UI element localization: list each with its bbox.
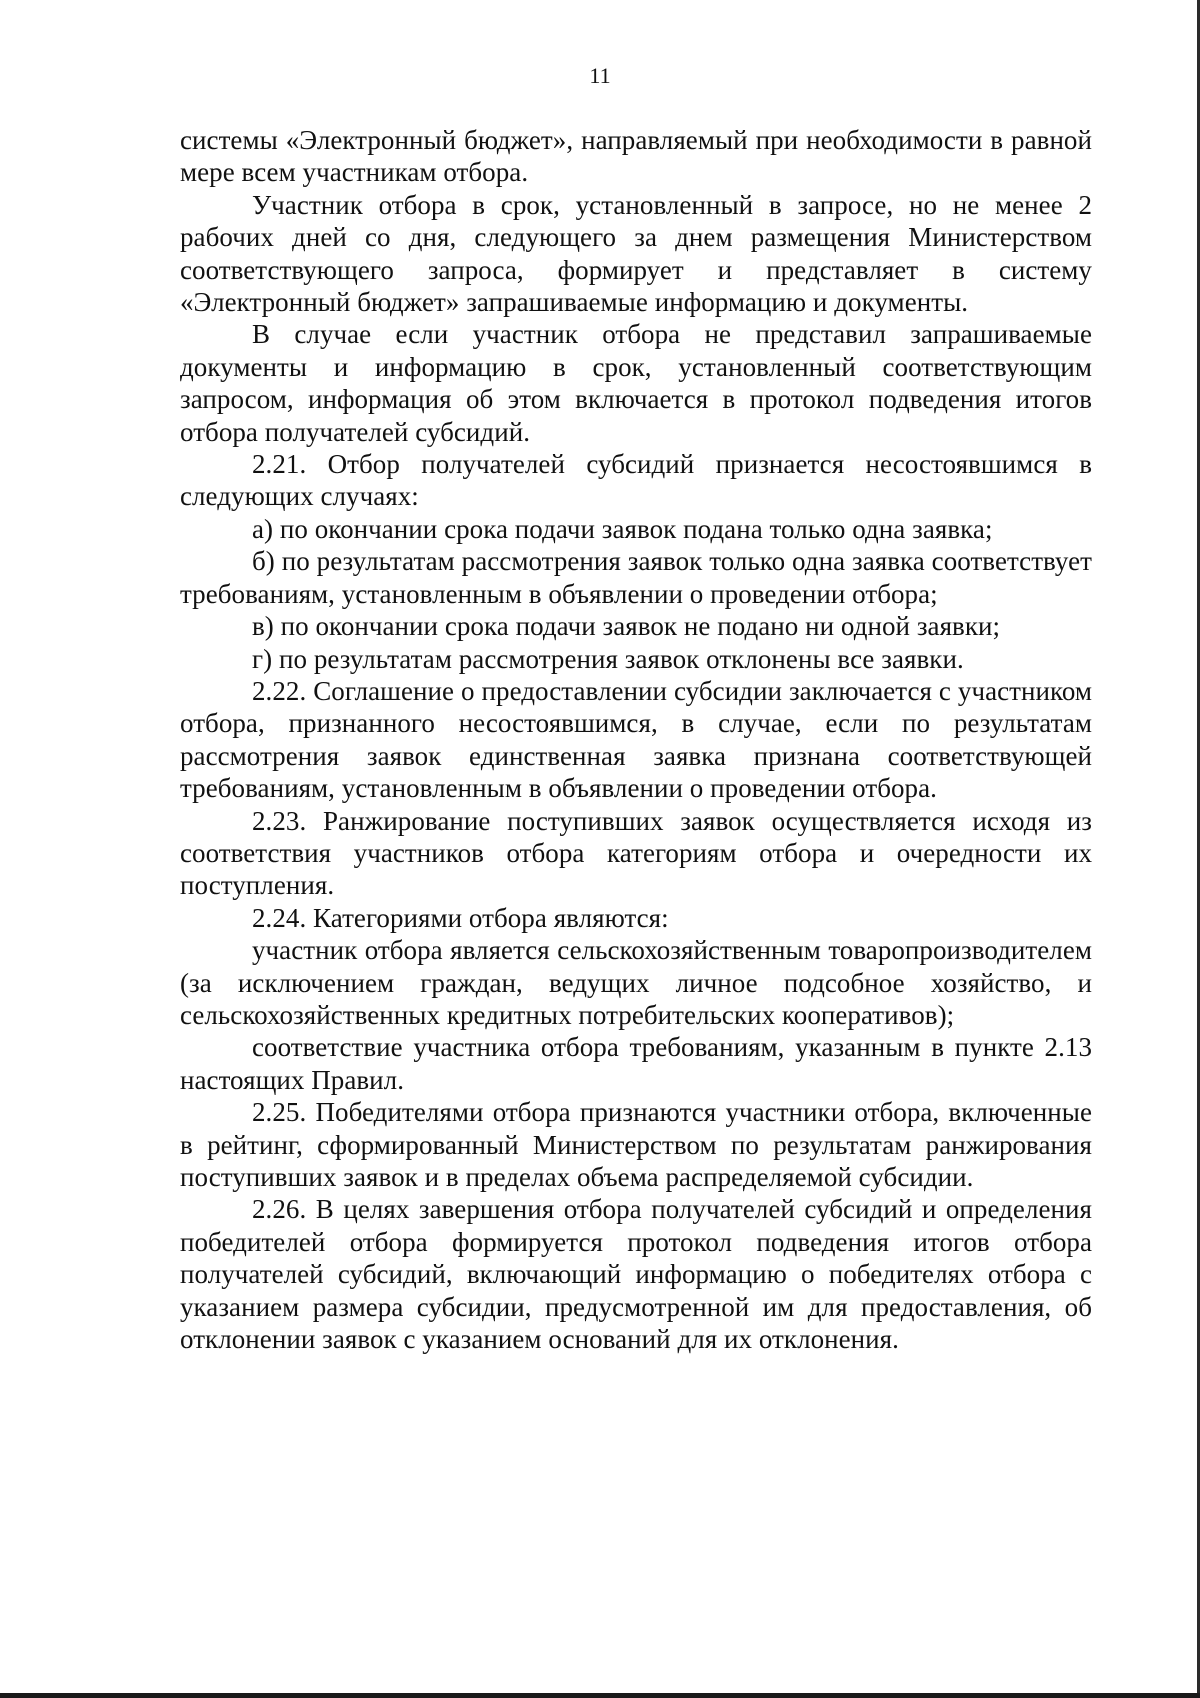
list-item-b: б) по результатам рассмотрения заявок только одна заявка соответствует требованиям, установленным в объявлении о проведении отбора; xyxy=(180,546,1092,609)
paragraph-2-23: 2.23. Ранжирование поступивших заявок осуществляется исходя из соответствия участников отбора категориям отбора и очередности их поступления. xyxy=(180,805,1092,901)
list-item-a: а) по окончании срока подачи заявок подана только одна заявка; xyxy=(252,513,993,544)
paragraph-2-24: 2.24. Категориями отбора являются: xyxy=(252,902,669,933)
scan-edge-bottom xyxy=(0,1693,1200,1698)
paragraph-request-response: Участник отбора в срок, установленный в запросе, но не менее 2 рабочих дней со дня, следующего за днем размещения Министерством соответствующего запроса, формирует и представляет в систему «Электронный бюджет» запрашиваемые информацию и документы. xyxy=(180,189,1092,318)
list-item-g: г) по результатам рассмотрения заявок отклонены все заявки. xyxy=(252,643,964,674)
category-agricultural-producer: участник отбора является сельскохозяйственным товаропроизводителем (за исключением граждан, ведущих личное подсобное хозяйство, и сельскохозяйственных кредитных потребительских кооперативов); xyxy=(180,935,1092,1030)
page-number: 11 xyxy=(589,63,611,88)
paragraph-no-documents: В случае если участник отбора не представил запрашиваемые документы и информацию в срок, установленный соответствующим запросом, информация об этом включается в протокол подведения итогов отбора получателей субсидий. xyxy=(180,319,1092,447)
list-item-v: в) по окончании срока подачи заявок не подано ни одной заявки; xyxy=(252,611,1001,642)
paragraph-2-21: 2.21. Отбор получателей субсидий признается несостоявшимся в следующих случаях: xyxy=(180,449,1092,512)
paragraph-2-26: 2.26. В целях завершения отбора получателей субсидий и определения победителей отбора формируется протокол подведения итогов отбора получателей субсидий, включающий информацию о победителях отбора с указанием размера субсидии, предусмотренной им для предоставления, об отклонении заявок с указанием оснований для их отклонения. xyxy=(180,1194,1092,1355)
paragraph-continuation: системы «Электронный бюджет», направляемый при необходимости в равной мере всем участникам отбора. xyxy=(180,125,1092,188)
paragraph-2-25: 2.25. Победителями отбора признаются участники отбора, включенные в рейтинг, сформированный Министерством по результатам ранжирования поступивших заявок и в пределах объема распределяемой субсидии. xyxy=(180,1097,1092,1192)
document-body xyxy=(180,124,1092,1355)
category-requirements-compliance: соответствие участника отбора требованиям, указанным в пункте 2.13 настоящих Правил. xyxy=(180,1032,1092,1095)
paragraph-2-22: 2.22. Соглашение о предоставлении субсидии заключается с участником отбора, признанного несостоявшимся, в случае, если по результатам рассмотрения заявок единственная заявка признана соответствующей требованиям, установленным в объявлении о проведении отбора. xyxy=(180,675,1092,804)
